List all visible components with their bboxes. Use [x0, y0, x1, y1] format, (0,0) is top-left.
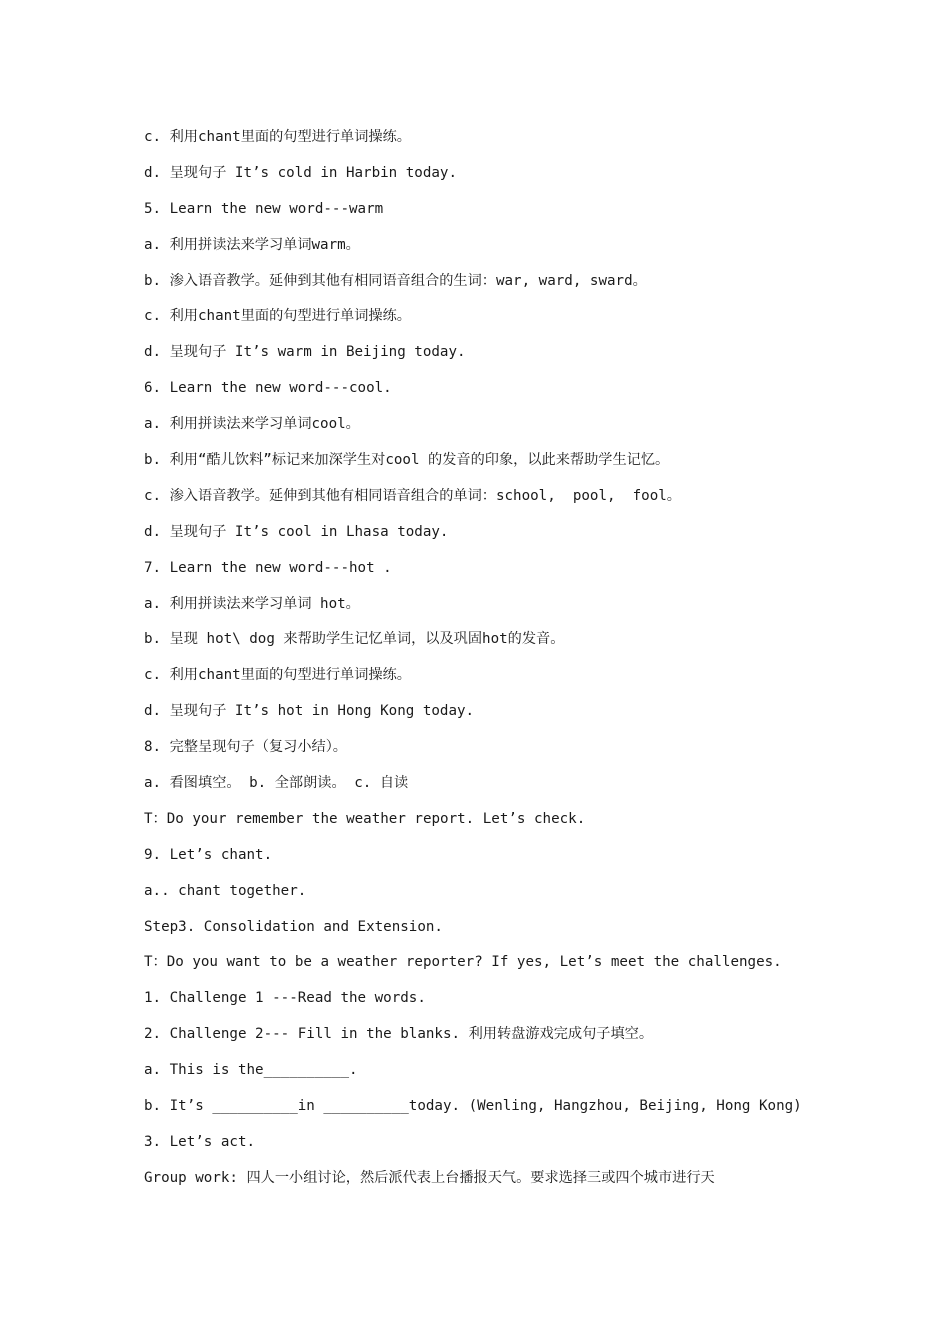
- text-line: Step3. Consolidation and Extension.: [144, 918, 443, 935]
- text-line: 9. Let’s chant.: [144, 846, 273, 863]
- text-line: 7. Learn the new word---hot .: [144, 559, 392, 576]
- text-line: Group work: 四人一小组讨论，然后派代表上台播报天气。要求选择三或四个城市进行天: [144, 1169, 715, 1186]
- text-line: c. 渗入语音教学。延伸到其他有相同语音组合的单词：school, pool, fool。: [144, 487, 681, 504]
- text-line: b. It’s __________in __________today. (Wenling, Hangzhou, Beijing, Hong Kong): [144, 1098, 802, 1115]
- text-line: T：Do you want to be a weather reporter? If yes, Let’s meet the challenges.: [144, 954, 782, 971]
- text-line: 2. Challenge 2--- Fill in the blanks. 利用转盘游戏完成句子填空。: [144, 1026, 654, 1043]
- text-line: a. 看图填空。 b. 全部朗读。 c. 自读: [144, 775, 409, 792]
- text-line: c. 利用chant里面的句型进行单词操练。: [144, 308, 411, 325]
- text-line: 6. Learn the new word---cool.: [144, 380, 392, 397]
- text-line: 5. Learn the new word---warm: [144, 200, 384, 217]
- text-line: 8. 完整呈现句子（复习小结）。: [144, 739, 347, 756]
- text-line: a. 利用拼读法来学习单词 hot。: [144, 595, 360, 612]
- text-line: d. 呈现句子 It’s warm in Beijing today.: [144, 344, 466, 361]
- text-line: b. 呈现 hot\ dog 来帮助学生记忆单词，以及巩固hot的发音。: [144, 631, 565, 648]
- text-line: d. 呈现句子 It’s cold in Harbin today.: [144, 164, 457, 181]
- lesson-plan-text: [144, 124, 824, 1201]
- text-line: d. 呈现句子 It’s hot in Hong Kong today.: [144, 703, 475, 720]
- text-line: T：Do your remember the weather report. Let’s check.: [144, 810, 586, 827]
- text-line: 1. Challenge 1 ---Read the words.: [144, 990, 426, 1007]
- text-line: a.. chant together.: [144, 882, 307, 899]
- text-line: 3. Let’s act.: [144, 1133, 256, 1150]
- text-line: a. This is the__________.: [144, 1062, 358, 1079]
- text-line: b. 利用“酷儿饮料”标记来加深学生对cool 的发音的印象，以此来帮助学生记忆。: [144, 452, 670, 469]
- text-line: a. 利用拼读法来学习单词warm。: [144, 236, 360, 253]
- text-line: a. 利用拼读法来学习单词cool。: [144, 416, 360, 433]
- text-line: c. 利用chant里面的句型进行单词操练。: [144, 129, 411, 145]
- text-line: c. 利用chant里面的句型进行单词操练。: [144, 667, 411, 684]
- text-line: b. 渗入语音教学。延伸到其他有相同语音组合的生词：war, ward, sward。: [144, 272, 647, 289]
- text-line: d. 呈现句子 It’s cool in Lhasa today.: [144, 523, 449, 540]
